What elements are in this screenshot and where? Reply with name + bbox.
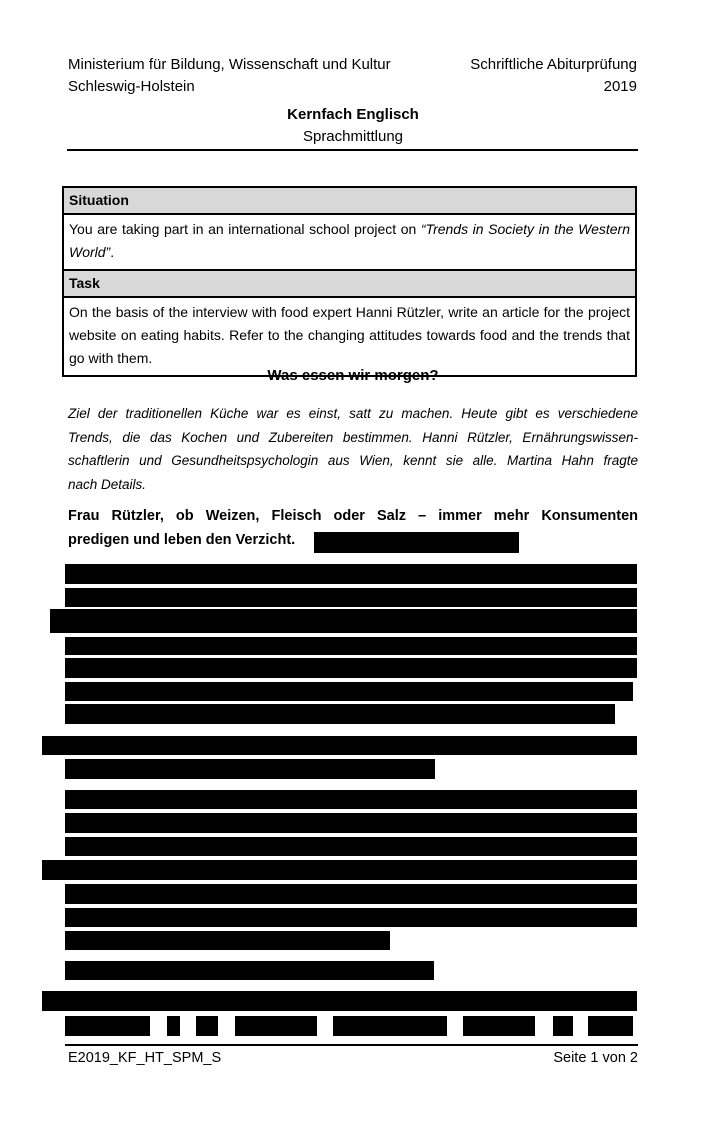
lead-line: schaftlerin und Gesundheitspsychologin aus Wien, kennt sie alle. Martina Hahn fragte bbox=[68, 453, 638, 468]
table-row bbox=[63, 297, 636, 376]
redaction-bar bbox=[463, 1016, 535, 1036]
redaction-bar bbox=[196, 1016, 218, 1036]
table-row bbox=[63, 270, 636, 297]
redaction-bar bbox=[65, 564, 637, 584]
redaction-bar bbox=[65, 961, 434, 980]
header-exam bbox=[377, 54, 637, 98]
redaction-bar bbox=[65, 759, 435, 779]
redaction-bar bbox=[65, 682, 633, 701]
redaction-bar bbox=[553, 1016, 573, 1036]
situation-header-cell: Situation bbox=[63, 187, 636, 214]
task-body-cell: On the basis of the interview with food expert Hanni Rützler, write an article for the project website on eating habits. Refer to the changing attitudes towards food and the trends that go with them. bbox=[63, 297, 636, 376]
table-row bbox=[63, 214, 636, 270]
situation-body-cell bbox=[63, 214, 636, 270]
redaction-bar bbox=[65, 931, 390, 950]
redaction-bar bbox=[314, 532, 519, 553]
ministry-line-2: Schleswig-Holstein bbox=[68, 78, 195, 95]
redaction-bar bbox=[42, 860, 637, 880]
article-title: Was essen wir morgen? bbox=[267, 367, 439, 384]
table-row bbox=[63, 187, 636, 214]
redaction-bar bbox=[333, 1016, 447, 1036]
redaction-bar bbox=[42, 991, 637, 1011]
redaction-bar bbox=[50, 609, 637, 633]
redaction-bar bbox=[65, 1016, 150, 1036]
instruction-table bbox=[62, 186, 637, 377]
redaction-bar bbox=[65, 908, 637, 927]
lead-line: Ziel der traditionellen Küche war es einst, satt zu machen. Heute gibt es verschiedene bbox=[68, 406, 638, 421]
redaction-bar bbox=[65, 790, 637, 809]
redaction-bar bbox=[588, 1016, 633, 1036]
redaction-bar bbox=[65, 813, 637, 833]
ministry-line-1: Ministerium für Bildung, Wissenschaft und Kultur bbox=[68, 56, 391, 73]
article-lead-paragraph bbox=[68, 402, 638, 496]
question-line: Frau Rützler, ob Weizen, Fleisch oder Salz – immer mehr Konsumenten bbox=[68, 508, 638, 524]
redaction-bar bbox=[65, 837, 637, 856]
situation-text-italic: “Trends in Society in the Western World” bbox=[69, 221, 630, 260]
redaction-bar bbox=[65, 637, 637, 655]
question-line: predigen und leben den Verzicht. bbox=[68, 531, 296, 548]
header-subject-block bbox=[68, 104, 638, 148]
task-header-cell: Task bbox=[63, 270, 636, 297]
footer bbox=[68, 1050, 638, 1066]
footer-divider-rule bbox=[65, 1044, 638, 1046]
footer-document-code: E2019_KF_HT_SPM_S bbox=[68, 1050, 222, 1066]
lead-line: nach Details. bbox=[68, 476, 147, 492]
exam-year: 2019 bbox=[603, 78, 637, 95]
redaction-bar bbox=[65, 884, 637, 904]
redaction-bar bbox=[65, 588, 637, 607]
lead-line: Trends, die das Kochen und Zubereiten bestimmen. Hanni Rützler, Ernährungswissen- bbox=[68, 429, 638, 445]
situation-text: You are taking part in an international school project on bbox=[69, 221, 421, 237]
exam-title-line: Schriftliche Abiturprüfung bbox=[470, 56, 637, 73]
subject-title: Kernfach Englisch bbox=[287, 106, 419, 123]
footer-page-number: Seite 1 von 2 bbox=[553, 1050, 638, 1066]
task-type-subtitle: Sprachmittlung bbox=[302, 128, 404, 145]
redaction-bar bbox=[42, 736, 637, 755]
redaction-bar bbox=[65, 704, 615, 724]
redaction-bar bbox=[167, 1016, 180, 1036]
redaction-bar bbox=[235, 1016, 317, 1036]
situation-text-end: . bbox=[110, 244, 115, 260]
header-divider-rule bbox=[67, 149, 638, 151]
redaction-bar bbox=[65, 658, 637, 678]
